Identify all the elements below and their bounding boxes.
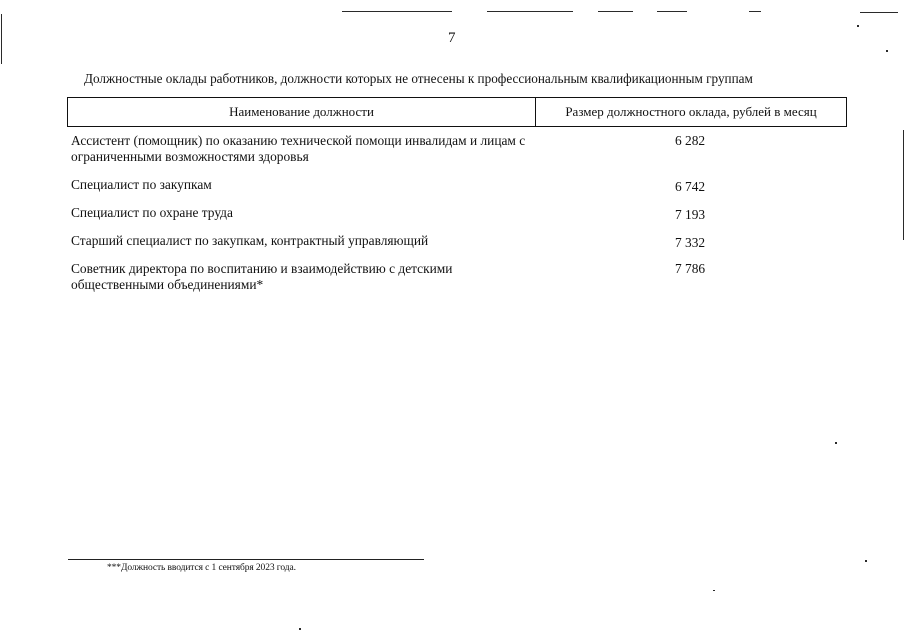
page-number: 7	[448, 30, 456, 46]
table-row	[67, 177, 847, 205]
scan-dot	[299, 628, 301, 630]
document-title: Должностные оклады работников, должности которых не отнесены к профессиональным квалификационным группам	[84, 71, 753, 86]
scan-top-line	[342, 11, 452, 12]
position-name: Специалист по закупкам	[71, 177, 212, 192]
table-header	[67, 97, 847, 127]
salary-value: 7 332	[675, 235, 706, 250]
scan-dot	[865, 560, 867, 562]
header-position-name: Наименование должности	[68, 98, 536, 126]
salary-value: 7 786	[675, 261, 706, 276]
footnote-text: ***Должность вводится с 1 сентября 2023 года.	[107, 563, 296, 573]
table-row	[67, 233, 847, 261]
position-name: Старший специалист по закупкам, контрактный управляющий	[71, 233, 429, 248]
scan-top-line	[598, 11, 633, 12]
scan-top-line	[860, 12, 898, 13]
position-name: Специалист по охране труда	[71, 205, 233, 220]
scan-top-line	[749, 11, 761, 12]
position-name: Советник директора по воспитанию и взаимодействию с детскими общественными объединениями*	[71, 261, 453, 292]
scan-dot	[886, 50, 888, 52]
salary-table	[67, 97, 847, 295]
salary-value: 7 193	[675, 207, 706, 222]
salary-value: 6 742	[675, 179, 706, 194]
salary-value: 6 282	[675, 133, 706, 148]
footnote-divider	[68, 559, 424, 560]
header-salary: Размер должностного оклада, рублей в месяц	[565, 104, 817, 119]
scan-edge-line	[1, 14, 2, 64]
table-row	[67, 261, 847, 295]
scan-dot	[835, 442, 837, 444]
scan-top-line	[657, 11, 687, 12]
table-row	[67, 205, 847, 233]
position-name: Ассистент (помощник) по оказанию технической помощи инвалидам и лицам с ограниченными возможностями здоровья	[71, 133, 526, 164]
scan-top-line	[487, 11, 573, 12]
scan-edge-line	[903, 130, 904, 240]
scan-dot	[857, 25, 859, 27]
table-row	[67, 133, 847, 177]
scan-dot	[713, 590, 715, 591]
